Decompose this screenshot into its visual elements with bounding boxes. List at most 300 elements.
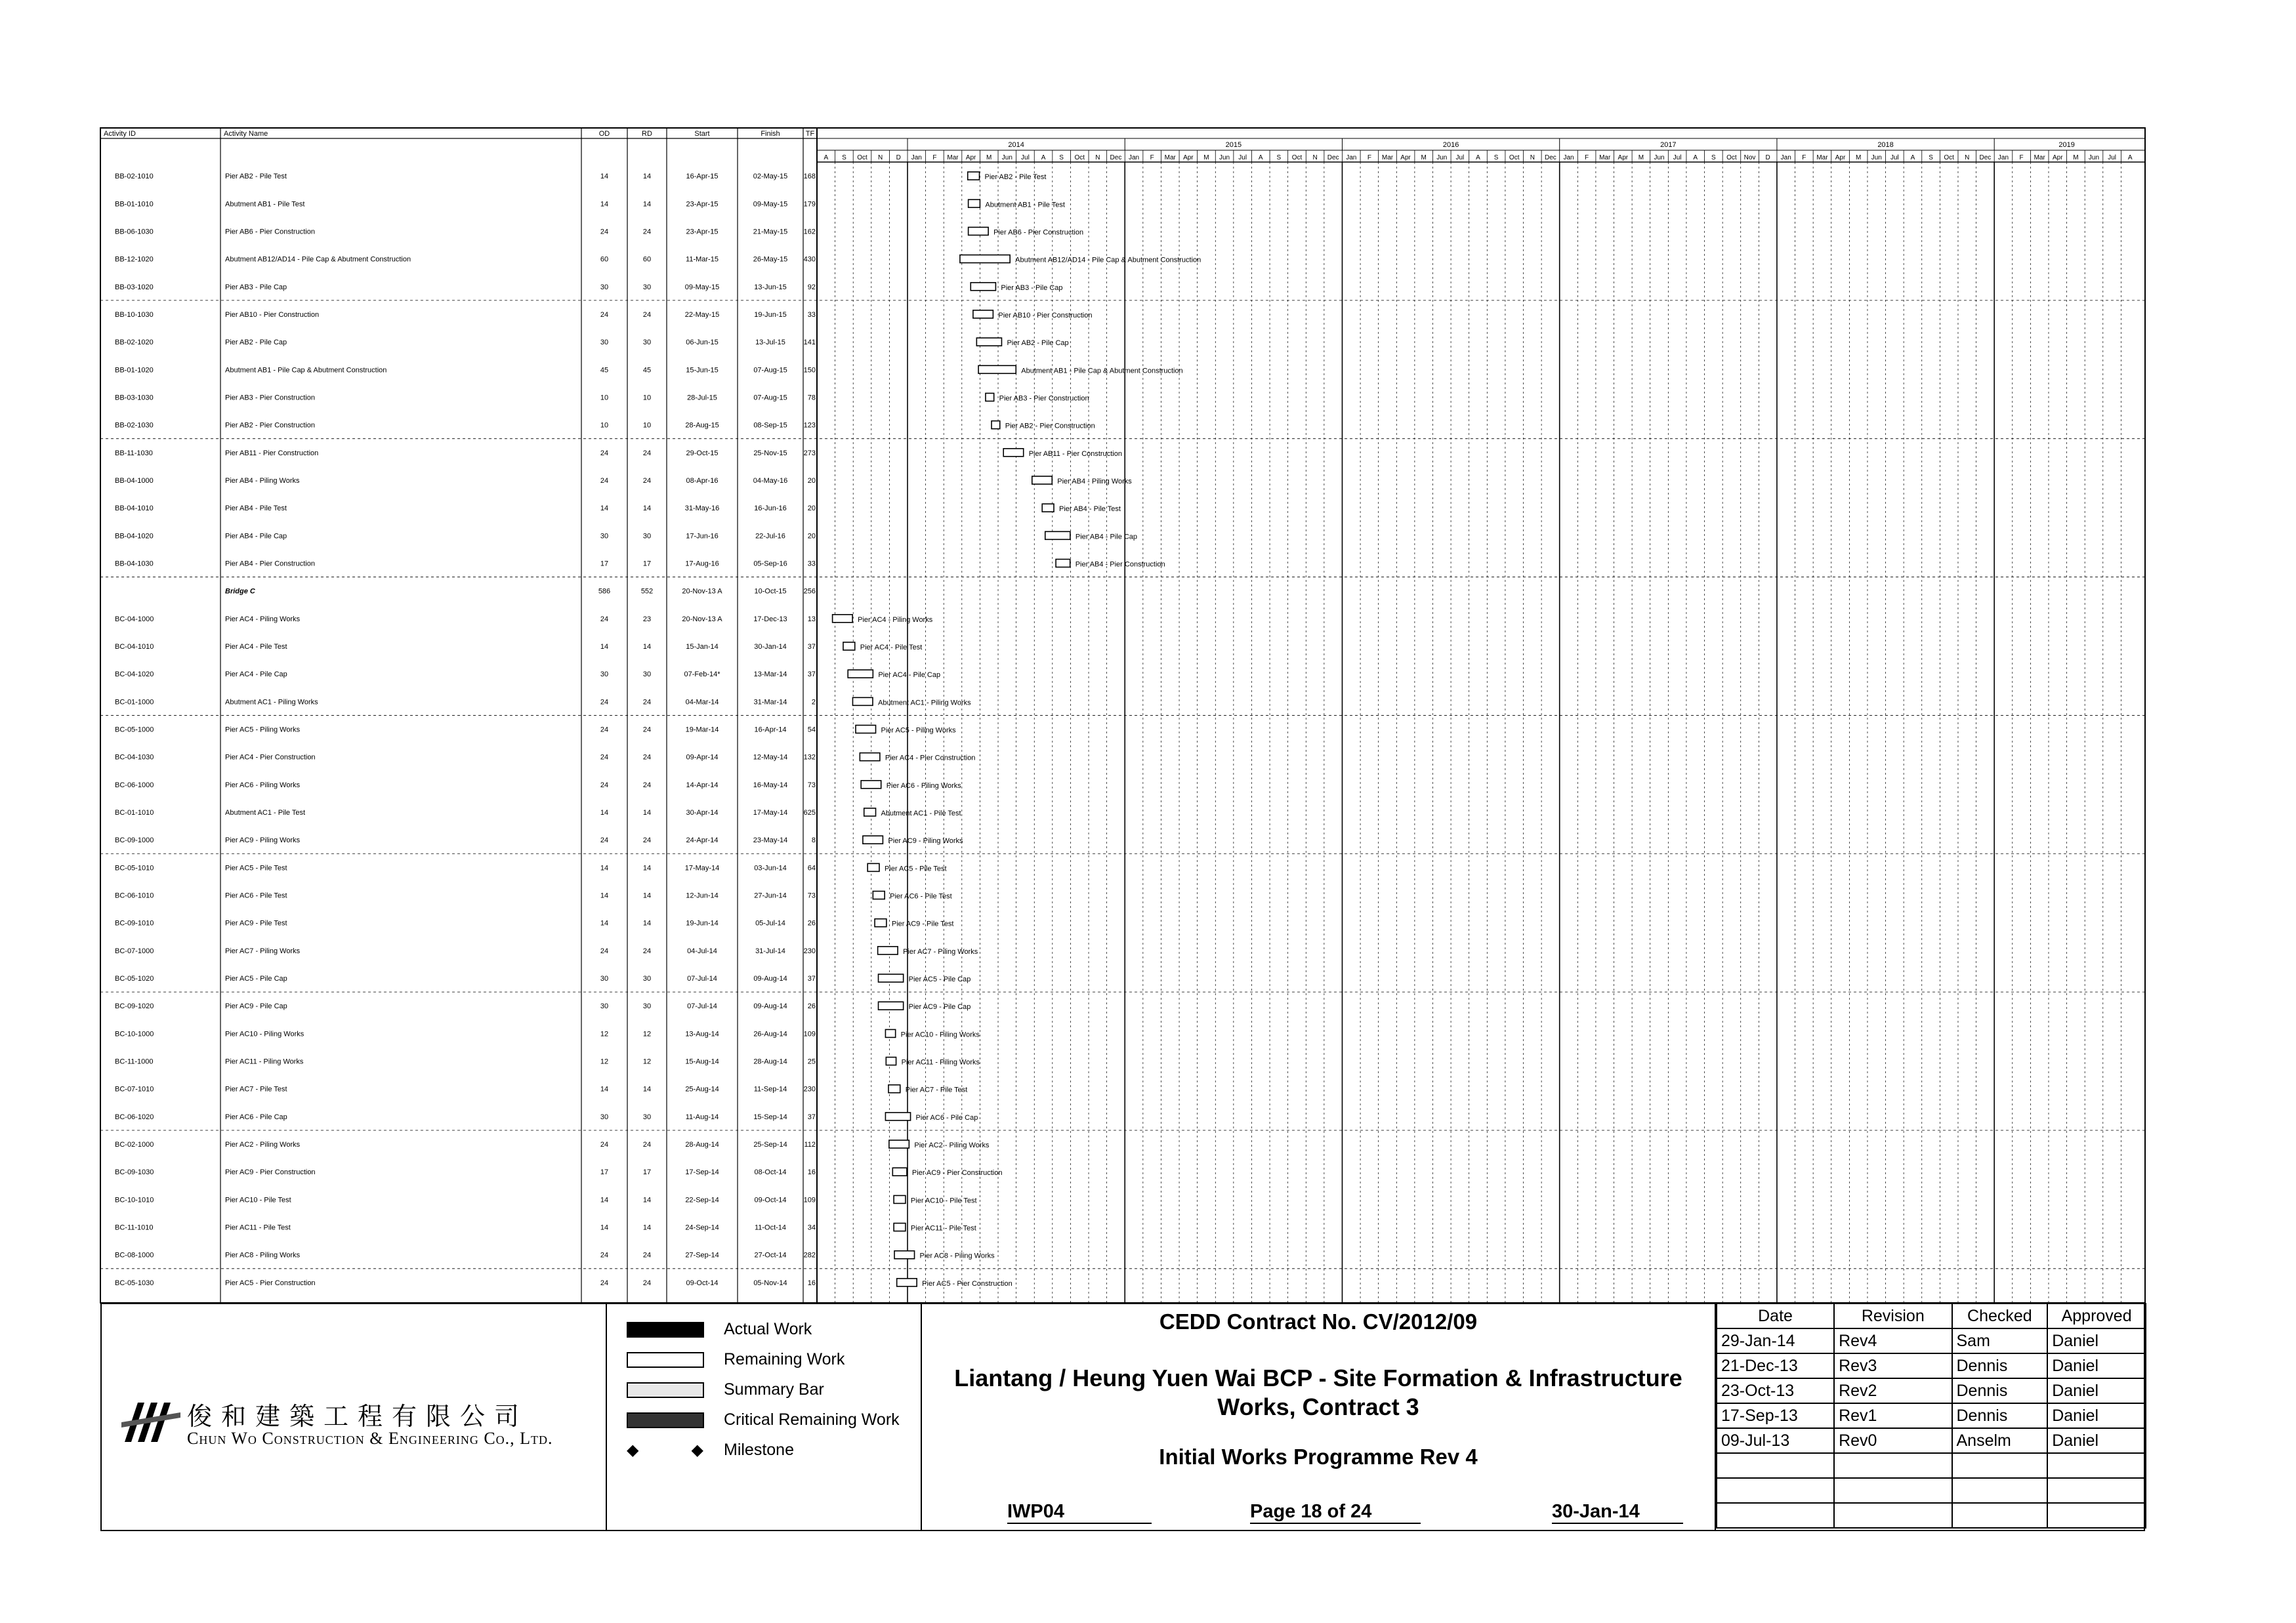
activity-tf: 230 xyxy=(803,947,816,955)
activity-rd: 10 xyxy=(642,394,652,402)
activity-od: 14 xyxy=(600,200,609,209)
legend-label: Summary Bar xyxy=(724,1380,824,1399)
rev-approved: Daniel xyxy=(2047,1378,2146,1403)
activity-rd: 24 xyxy=(642,753,652,762)
company-name-en: Chun Wo Construction & Engineering Co., Ltd. xyxy=(187,1429,553,1448)
activity-finish: 09-May-15 xyxy=(753,200,788,209)
activity-tf: 33 xyxy=(807,560,816,568)
bar-label: Pier AB10 - Pier Construction xyxy=(998,311,1093,319)
activity-rd: 30 xyxy=(642,339,652,347)
revision-table xyxy=(1716,1303,2146,1529)
activity-id: BB-01-1020 xyxy=(115,366,154,375)
activity-finish: 28-Aug-14 xyxy=(753,1058,787,1066)
activity-start: 14-Apr-14 xyxy=(686,781,719,789)
activity-start: 15-Aug-14 xyxy=(685,1058,719,1066)
activity-name: Pier AC7 - Piling Works xyxy=(225,947,301,955)
bar-label: Pier AC4 - Piling Works xyxy=(858,615,933,624)
activity-id: BC-10-1010 xyxy=(115,1196,154,1204)
month-label: Mar xyxy=(947,154,959,161)
remaining-work-bar xyxy=(889,1140,909,1148)
month-label: M xyxy=(1421,154,1427,161)
month-label: M xyxy=(2073,154,2079,161)
company-logo-block xyxy=(102,1304,607,1530)
activity-start: 28-Jul-15 xyxy=(687,394,717,402)
critical-remaining-swatch xyxy=(627,1412,704,1428)
month-label: Jan xyxy=(911,154,922,161)
activity-id: BC-04-1000 xyxy=(115,615,154,623)
activity-finish: 21-May-15 xyxy=(753,228,788,236)
bar-label: Pier AC4 - Pile Test xyxy=(860,643,923,651)
month-label: Jun xyxy=(1001,154,1012,161)
activity-tf: 16 xyxy=(807,1279,816,1287)
bar-label: Pier AC10 - Piling Works xyxy=(900,1031,980,1039)
month-label: A xyxy=(1476,154,1480,161)
activity-finish: 10-Oct-15 xyxy=(754,587,787,596)
remaining-work-bar xyxy=(860,753,880,761)
activity-od: 24 xyxy=(600,698,609,707)
activity-id: BC-07-1000 xyxy=(115,947,154,955)
month-label: Jul xyxy=(2108,154,2116,161)
activity-name: Pier AC6 - Pile Cap xyxy=(225,1113,287,1121)
rev-approved: Daniel xyxy=(2047,1328,2146,1353)
rev-header-checked: Checked xyxy=(1952,1304,2048,1328)
bar-label: Pier AC11 - Pile Test xyxy=(910,1224,976,1233)
remaining-work-bar xyxy=(873,892,885,899)
activity-finish: 17-Dec-13 xyxy=(753,615,787,623)
activity-finish: 16-May-14 xyxy=(753,781,788,789)
remaining-work-bar xyxy=(894,1195,906,1203)
rev-checked: Sam xyxy=(1952,1328,2048,1353)
issue-date: 30-Jan-14 xyxy=(1552,1501,1683,1524)
activity-start: 22-May-15 xyxy=(684,310,720,319)
project-title-line1: Liantang / Heung Yuen Wai BCP - Site Formation & Infrastructure xyxy=(954,1365,1682,1391)
activity-tf: 282 xyxy=(803,1251,816,1260)
remaining-work-bar xyxy=(973,310,993,318)
activity-name: Pier AB10 - Pier Construction xyxy=(225,310,320,319)
month-label: Apr xyxy=(1618,154,1629,161)
activity-od: 30 xyxy=(600,339,609,347)
remaining-work-bar xyxy=(878,947,898,955)
month-label: Oct xyxy=(1074,154,1085,161)
legend-actual-work xyxy=(627,1320,812,1339)
remaining-work-bar xyxy=(875,919,887,927)
activity-name: Abutment AB1 - Pile Cap & Abutment Construction xyxy=(225,366,387,375)
activity-od: 14 xyxy=(600,892,609,900)
activity-tf: 16 xyxy=(807,1168,816,1177)
activity-name: Pier AC7 - Pile Test xyxy=(225,1085,287,1094)
doc-code: IWP04 xyxy=(1007,1501,1152,1524)
legend-label: Remaining Work xyxy=(724,1350,845,1368)
month-label: M xyxy=(1855,154,1862,161)
activity-tf: 73 xyxy=(807,781,816,789)
activity-od: 24 xyxy=(600,1251,609,1260)
month-label: Jun xyxy=(2088,154,2100,161)
activity-rd: 60 xyxy=(642,255,652,264)
activity-finish: 11-Oct-14 xyxy=(754,1223,787,1232)
remaining-work-bar xyxy=(885,1113,910,1120)
activity-rd: 10 xyxy=(642,421,652,430)
activity-id: BB-02-1030 xyxy=(115,421,154,430)
activity-od: 30 xyxy=(600,532,609,541)
month-label: F xyxy=(1802,154,1806,161)
legend-summary-bar xyxy=(627,1380,824,1399)
activity-name: Pier AC10 - Piling Works xyxy=(225,1030,304,1038)
rev-checked: Dennis xyxy=(1952,1378,2048,1403)
bar-label: Pier AB6 - Pier Construction xyxy=(993,228,1084,237)
activity-tf: 625 xyxy=(803,809,816,817)
activity-name: Abutment AB12/AD14 - Pile Cap & Abutment Construction xyxy=(225,255,411,264)
bar-label: Pier AC5 - Pile Cap xyxy=(908,976,971,984)
bar-label: Abutment AB12/AD14 - Pile Cap & Abutment Construction xyxy=(1015,256,1201,264)
bar-label: Pier AC6 - Piling Works xyxy=(886,781,961,790)
activity-finish: 25-Nov-15 xyxy=(753,449,787,457)
bar-label: Pier AC9 - Pier Construction xyxy=(911,1169,1003,1178)
activity-od: 17 xyxy=(600,560,609,568)
remaining-work-bar xyxy=(968,172,980,180)
month-label: Jul xyxy=(1021,154,1030,161)
column-header-activity_name: Activity Name xyxy=(224,130,268,138)
activity-od: 10 xyxy=(600,394,609,402)
activity-start: 27-Sep-14 xyxy=(685,1251,719,1260)
column-header-finish: Finish xyxy=(761,130,780,138)
month-label: Mar xyxy=(1164,154,1176,161)
activity-tf: 273 xyxy=(803,449,816,457)
month-label: Mar xyxy=(1381,154,1394,161)
column-header-activity_id: Activity ID xyxy=(104,130,136,138)
bar-label: Pier AC6 - Pile Cap xyxy=(915,1113,978,1122)
remaining-work-bar xyxy=(991,421,1000,429)
activity-start: 04-Mar-14 xyxy=(685,698,719,707)
activity-start: 17-Jun-16 xyxy=(686,532,719,541)
month-label: Dec xyxy=(1327,154,1339,161)
activity-start: 19-Mar-14 xyxy=(685,726,719,734)
remaining-work-bar xyxy=(1056,559,1070,567)
activity-od: 24 xyxy=(600,476,609,485)
legend-label: Milestone xyxy=(724,1441,794,1459)
activity-start: 07-Jul-14 xyxy=(687,1002,717,1011)
milestone-diamond-icon: ◆ ◆ xyxy=(627,1441,703,1459)
activity-id: BC-06-1010 xyxy=(115,892,154,900)
remaining-work-bar xyxy=(978,365,1016,373)
month-label: D xyxy=(1765,154,1770,161)
project-title-block xyxy=(922,1304,1716,1530)
activity-start: 15-Jan-14 xyxy=(686,642,719,651)
activity-tf: 20 xyxy=(807,532,816,541)
month-label: Jan xyxy=(1128,154,1140,161)
rev-header-revision: Revision xyxy=(1834,1304,1952,1328)
rev-date: 21-Dec-13 xyxy=(1717,1353,1834,1378)
activity-id: BC-08-1000 xyxy=(115,1251,154,1260)
activity-start: 23-Apr-15 xyxy=(686,200,719,209)
activity-rd: 30 xyxy=(642,1002,652,1011)
activity-rd: 24 xyxy=(642,836,652,845)
activity-od: 45 xyxy=(600,366,609,375)
month-label: Oct xyxy=(1726,154,1737,161)
activity-rd: 24 xyxy=(642,947,652,955)
year-label: 2018 xyxy=(1877,141,1894,149)
month-label: S xyxy=(1929,154,1933,161)
bar-label: Pier AC8 - Piling Works xyxy=(919,1252,995,1260)
rev-date: 09-Jul-13 xyxy=(1717,1428,1834,1453)
activity-name: Abutment AC1 - Piling Works xyxy=(225,698,318,707)
activity-finish: 23-May-14 xyxy=(753,836,788,845)
activity-start: 07-Jul-14 xyxy=(687,975,717,983)
title-block xyxy=(100,1303,2145,1531)
activity-rd: 24 xyxy=(642,449,652,457)
month-label: F xyxy=(932,154,937,161)
bar-label: Pier AC9 - Pile Test xyxy=(891,920,954,928)
activity-od: 30 xyxy=(600,1113,609,1121)
activity-id: BC-05-1010 xyxy=(115,864,154,873)
activity-tf: 256 xyxy=(803,587,816,596)
activity-name: Pier AB2 - Pile Cap xyxy=(225,339,287,347)
activity-tf: 64 xyxy=(807,864,816,873)
month-label: Dec xyxy=(1545,154,1556,161)
remaining-work-bar xyxy=(986,393,994,401)
revision-blank-row xyxy=(1717,1453,2146,1478)
bar-label: Pier AB4 - Pile Test xyxy=(1059,505,1121,514)
activity-finish: 05-Jul-14 xyxy=(755,919,785,928)
column-header-tf: TF xyxy=(805,130,815,138)
month-label: Jan xyxy=(1780,154,1791,161)
activity-start: 09-Oct-14 xyxy=(686,1279,719,1287)
activity-name: Abutment AC1 - Pile Test xyxy=(225,809,306,817)
activity-od: 24 xyxy=(600,449,609,457)
activity-start: 11-Mar-15 xyxy=(686,255,719,264)
remaining-work-bar xyxy=(833,615,853,623)
activity-start: 09-Apr-14 xyxy=(686,753,719,762)
activity-od: 586 xyxy=(598,587,611,596)
activity-name: Pier AC9 - Pier Construction xyxy=(225,1168,316,1177)
activity-start: 13-Aug-14 xyxy=(685,1030,719,1038)
bar-label: Pier AC11 - Piling Works xyxy=(901,1058,980,1067)
activity-rd: 14 xyxy=(642,919,652,928)
activity-od: 24 xyxy=(600,1141,609,1149)
activity-start: 16-Apr-15 xyxy=(686,173,719,181)
activity-rd: 24 xyxy=(642,476,652,485)
activity-name: Pier AC9 - Piling Works xyxy=(225,836,301,845)
rev-approved: Daniel xyxy=(2047,1353,2146,1378)
activity-od: 24 xyxy=(600,615,609,623)
rev-number: Rev1 xyxy=(1834,1403,1952,1428)
revision-blank-row xyxy=(1717,1478,2146,1503)
month-label: Nov xyxy=(1743,154,1756,161)
remaining-work-bar xyxy=(1003,449,1024,457)
activity-name: Abutment AB1 - Pile Test xyxy=(225,200,305,209)
month-label: Jan xyxy=(1346,154,1357,161)
activity-id: BC-05-1000 xyxy=(115,726,154,734)
activity-finish: 12-May-14 xyxy=(753,753,788,762)
activity-id: BC-09-1020 xyxy=(115,1002,154,1011)
year-label: 2017 xyxy=(1660,141,1677,149)
activity-name: Pier AB4 - Piling Works xyxy=(225,476,300,485)
activity-tf: 34 xyxy=(807,1223,816,1232)
month-label: Apr xyxy=(965,154,976,161)
column-header-start: Start xyxy=(694,130,710,138)
bar-label: Pier AB3 - Pile Cap xyxy=(1001,283,1063,292)
activity-start: 30-Apr-14 xyxy=(686,809,719,817)
activity-start: 20-Nov-13 A xyxy=(682,587,722,596)
rev-date: 17-Sep-13 xyxy=(1717,1403,1834,1428)
month-label: Oct xyxy=(1944,154,1954,161)
month-label: F xyxy=(1150,154,1154,161)
rev-checked: Dennis xyxy=(1952,1403,2048,1428)
remaining-work-bar xyxy=(879,974,904,982)
rev-approved: Daniel xyxy=(2047,1403,2146,1428)
page-number: Page 18 of 24 xyxy=(1250,1501,1421,1524)
month-label: N xyxy=(1965,154,1970,161)
activity-od: 24 xyxy=(600,726,609,734)
activity-start: 23-Apr-15 xyxy=(686,228,719,236)
month-label: Dec xyxy=(1979,154,1992,161)
bar-label: Pier AC4 - Pile Cap xyxy=(878,671,941,680)
activity-name: Pier AB3 - Pile Cap xyxy=(225,283,287,291)
activity-start: 25-Aug-14 xyxy=(685,1085,719,1094)
activity-id: BB-03-1020 xyxy=(115,283,154,291)
activity-od: 30 xyxy=(600,283,609,291)
month-label: Jan xyxy=(1997,154,2009,161)
activity-id: BC-09-1010 xyxy=(115,919,154,928)
remaining-work-bar xyxy=(976,338,1001,346)
rev-checked: Dennis xyxy=(1952,1353,2048,1378)
activity-tf: 430 xyxy=(803,255,816,264)
company-logo-icon xyxy=(121,1396,180,1448)
remaining-work-bar xyxy=(848,670,873,678)
bar-label: Abutment AB1 - Pile Test xyxy=(985,201,1065,209)
activity-id: BC-05-1030 xyxy=(115,1279,154,1287)
activity-od: 30 xyxy=(600,975,609,983)
activity-start: 31-May-16 xyxy=(684,504,720,513)
activity-rd: 14 xyxy=(642,173,652,181)
activity-id: BB-06-1030 xyxy=(115,228,154,236)
activity-id: BB-02-1020 xyxy=(115,339,154,347)
activity-name: Pier AC9 - Pile Test xyxy=(225,919,287,928)
activity-od: 24 xyxy=(600,836,609,845)
activity-name: Pier AC10 - Pile Test xyxy=(225,1196,291,1204)
activity-rd: 12 xyxy=(642,1058,652,1066)
bar-label: Pier AB4 - Pile Cap xyxy=(1075,533,1138,541)
revision-row xyxy=(1717,1428,2146,1453)
bar-label: Pier AC2 - Piling Works xyxy=(914,1141,990,1150)
month-label: Oct xyxy=(857,154,867,161)
rev-number: Rev0 xyxy=(1834,1428,1952,1453)
activity-od: 14 xyxy=(600,504,609,513)
project-title-line2: Works, Contract 3 xyxy=(1217,1393,1419,1420)
activity-name: Pier AB4 - Pile Cap xyxy=(225,532,287,541)
bar-label: Pier AB3 - Pier Construction xyxy=(999,394,1089,403)
activity-name: Pier AC4 - Piling Works xyxy=(225,615,301,623)
activity-id: BC-04-1020 xyxy=(115,670,154,679)
month-label: F xyxy=(1367,154,1371,161)
activity-rd: 24 xyxy=(642,310,652,319)
activity-rd: 14 xyxy=(642,1085,652,1094)
activity-id: BC-02-1000 xyxy=(115,1141,154,1149)
activity-name: Pier AB2 - Pile Test xyxy=(225,173,287,181)
remaining-work-bar xyxy=(867,863,879,871)
month-label: Jul xyxy=(1673,154,1682,161)
month-label: N xyxy=(1530,154,1535,161)
activity-od: 24 xyxy=(600,310,609,319)
activity-finish: 19-Jun-15 xyxy=(754,310,787,319)
activity-start: 20-Nov-13 A xyxy=(682,615,722,623)
activity-finish: 27-Oct-14 xyxy=(754,1251,787,1260)
month-label: Apr xyxy=(1183,154,1194,161)
activity-id: BB-04-1010 xyxy=(115,504,154,513)
activity-name: Pier AC5 - Pile Test xyxy=(225,864,287,873)
activity-od: 30 xyxy=(600,670,609,679)
legend-label: Critical Remaining Work xyxy=(724,1410,900,1429)
activity-finish: 07-Aug-15 xyxy=(753,394,787,402)
year-label: 2014 xyxy=(1008,141,1024,149)
activity-od: 17 xyxy=(600,1168,609,1177)
month-label: A xyxy=(824,154,829,161)
month-label: Dec xyxy=(1110,154,1122,161)
month-label: A xyxy=(1041,154,1046,161)
month-label: Mar xyxy=(1816,154,1828,161)
activity-od: 14 xyxy=(600,173,609,181)
month-label: M xyxy=(986,154,992,161)
activity-finish: 08-Sep-15 xyxy=(753,421,787,430)
activity-tf: 8 xyxy=(811,836,816,845)
month-label: N xyxy=(1312,154,1318,161)
activity-rd: 14 xyxy=(642,864,652,873)
activity-finish: 26-May-15 xyxy=(753,255,788,264)
activity-start: 17-May-14 xyxy=(684,864,720,873)
activity-tf: 20 xyxy=(807,504,816,513)
month-label: Jun xyxy=(1219,154,1230,161)
bar-label: Pier AC5 - Pier Construction xyxy=(922,1279,1012,1288)
rev-header-date: Date xyxy=(1717,1304,1834,1328)
column-header-rd: RD xyxy=(642,130,652,138)
activity-name: Pier AC6 - Pile Test xyxy=(225,892,287,900)
activity-od: 12 xyxy=(600,1058,609,1066)
activity-finish: 26-Aug-14 xyxy=(753,1030,787,1038)
contract-number: CEDD Contract No. CV/2012/09 xyxy=(1159,1309,1478,1334)
remaining-work-bar xyxy=(863,836,883,844)
rev-date: 29-Jan-14 xyxy=(1717,1328,1834,1353)
activity-tf: 109 xyxy=(803,1030,816,1038)
rev-date: 23-Oct-13 xyxy=(1717,1378,1834,1403)
activity-id: BC-09-1030 xyxy=(115,1168,154,1177)
month-label: S xyxy=(1059,154,1064,161)
activity-tf: 26 xyxy=(807,919,816,928)
activity-name: Pier AC2 - Piling Works xyxy=(225,1141,301,1149)
activity-od: 24 xyxy=(600,1279,609,1287)
activity-rd: 14 xyxy=(642,809,652,817)
activity-start: 06-Jun-15 xyxy=(686,339,719,347)
month-label: S xyxy=(1493,154,1499,161)
activity-name: Pier AC8 - Piling Works xyxy=(225,1251,301,1260)
revision-row xyxy=(1717,1353,2146,1378)
activity-id: BC-11-1010 xyxy=(115,1223,154,1232)
activity-finish: 30-Jan-14 xyxy=(754,642,787,651)
activity-id: BC-05-1020 xyxy=(115,975,154,983)
month-label: Apr xyxy=(2053,154,2063,161)
remaining-work-bar xyxy=(897,1279,917,1286)
activity-rd: 14 xyxy=(642,1223,652,1232)
activity-tf: 179 xyxy=(803,200,816,209)
activity-id: BC-10-1000 xyxy=(115,1030,154,1038)
month-label: S xyxy=(842,154,846,161)
activity-rd: 24 xyxy=(642,698,652,707)
month-label: Oct xyxy=(1291,154,1303,161)
month-label: A xyxy=(2127,154,2133,161)
month-label: Jun xyxy=(1871,154,1882,161)
activity-od: 24 xyxy=(600,228,609,236)
activity-tf: 2 xyxy=(811,698,816,707)
activity-id: BB-01-1010 xyxy=(115,200,154,209)
month-label: Mar xyxy=(2034,154,2045,161)
